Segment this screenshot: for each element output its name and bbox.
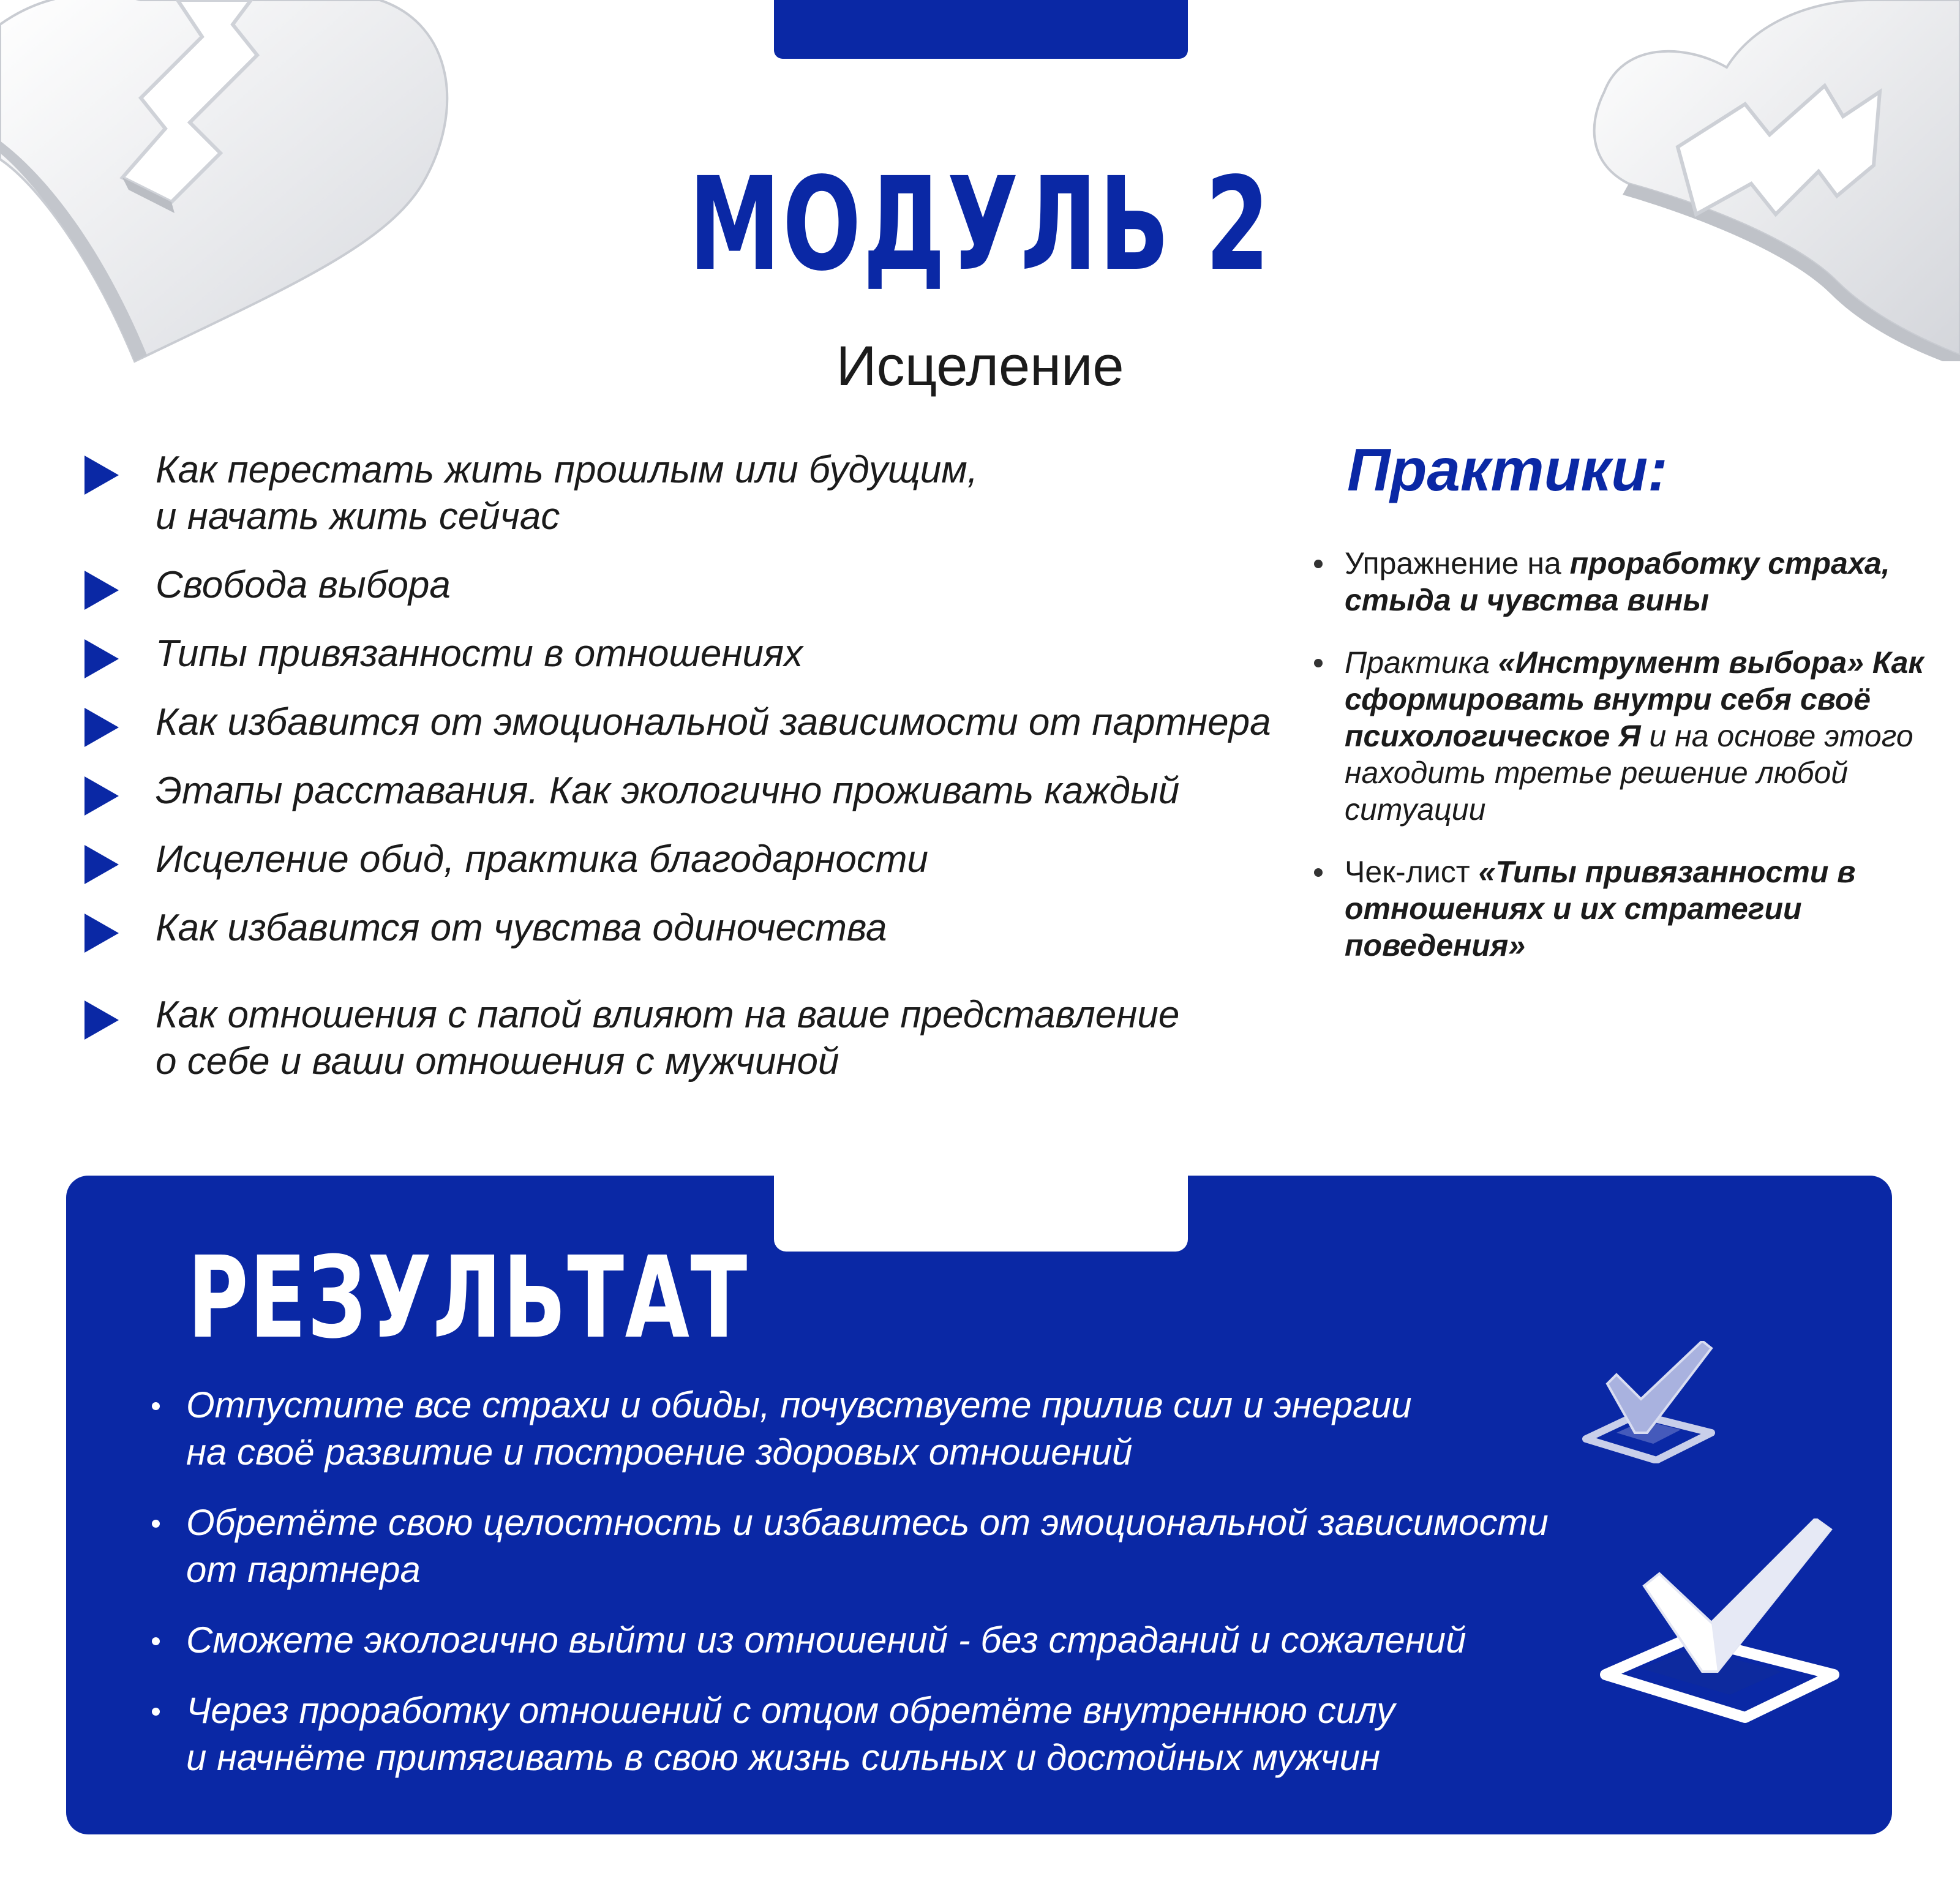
result-panel-notch	[774, 1176, 1188, 1252]
topic-text: Как избавится от чувства одиночества	[156, 907, 887, 949]
topic-item	[80, 562, 1310, 609]
bullet-icon	[1314, 659, 1323, 667]
play-arrow-icon	[84, 456, 119, 495]
practices-list	[1310, 545, 1929, 989]
bullet-icon	[152, 1402, 160, 1410]
result-text: Сможете экологично выйти из отношений - без страданий и сожалений	[186, 1620, 1466, 1661]
bullet-icon	[152, 1520, 160, 1528]
play-arrow-icon	[84, 1000, 119, 1040]
topics-list	[80, 447, 1310, 1107]
result-text: Отпустите все страхи и обиды, почувствуете прилив сил и энергии на своё развитие и построение здоровых отношений	[186, 1384, 1412, 1473]
play-arrow-icon	[84, 639, 119, 678]
result-item	[147, 1499, 1653, 1593]
play-arrow-icon	[84, 708, 119, 747]
practices-title: Практики:	[1347, 436, 1668, 503]
result-item	[147, 1687, 1653, 1781]
practice-suffix: и на основе этого находить третье решение любой ситуации	[1345, 719, 1913, 827]
practice-item	[1310, 644, 1929, 828]
practice-bold: «Типы привязанности в отношениях и их стратегии поведения»	[1345, 855, 1856, 963]
topic-text: Этапы расставания. Как экологично проживать каждый	[156, 770, 1180, 812]
practice-bold: «Инструмент выбора» Как сформировать внутри себя своё психологическое Я	[1345, 645, 1924, 753]
result-item	[147, 1381, 1653, 1476]
bullet-icon	[1314, 560, 1323, 568]
bullet-icon	[152, 1708, 160, 1716]
play-arrow-icon	[84, 776, 119, 816]
topic-item	[80, 992, 1310, 1085]
play-arrow-icon	[84, 914, 119, 953]
practice-item	[1310, 854, 1929, 964]
bullet-icon	[1314, 868, 1323, 877]
topic-text: Исцеление обид, практика благодарности	[156, 838, 928, 880]
results-list	[147, 1381, 1653, 1804]
play-arrow-icon	[84, 571, 119, 610]
topic-item	[80, 447, 1310, 540]
module-subtitle: Исцеление	[836, 335, 1124, 397]
checkmark-large-icon	[1598, 1518, 1843, 1727]
practice-prefix: Упражнение на	[1345, 546, 1570, 580]
result-item	[147, 1616, 1653, 1664]
topic-text: Как избавится от эмоциональной зависимости от партнера	[156, 701, 1271, 743]
module-title: МОДУЛЬ 2	[688, 149, 1272, 299]
practice-bold: проработку страха, стыда и чувства вины	[1345, 546, 1890, 617]
topic-item	[80, 836, 1310, 883]
practice-item	[1310, 545, 1929, 618]
result-text: Через проработку отношений с отцом обретёте внутреннюю силу и начнёте притягивать в свою жизнь сильных и достойных мужчин	[186, 1690, 1395, 1778]
play-arrow-icon	[84, 845, 119, 884]
topic-text: Типы привязанности в отношениях	[156, 632, 803, 675]
practice-prefix: Чек-лист	[1345, 855, 1479, 889]
topic-text: Свобода выбора	[156, 564, 451, 606]
practice-prefix: Практика	[1345, 645, 1498, 680]
topic-text: Как перестать жить прошлым или будущим, и начать жить сейчас	[156, 449, 978, 538]
bullet-icon	[152, 1637, 160, 1645]
topic-item	[80, 905, 1310, 952]
result-text: Обретёте свою целостность и избавитесь от эмоциональной зависимости от партнера	[186, 1502, 1549, 1590]
topic-text: Как отношения с папой влияют на ваше представление о себе и ваши отношения с мужчиной	[156, 994, 1180, 1083]
checkmark-small-icon	[1580, 1341, 1727, 1463]
topic-item	[80, 768, 1310, 814]
top-tab-decoration	[774, 0, 1188, 59]
topic-item	[80, 631, 1310, 677]
topic-item	[80, 699, 1310, 746]
result-title: РЕЗУЛЬТАТ	[187, 1233, 748, 1364]
